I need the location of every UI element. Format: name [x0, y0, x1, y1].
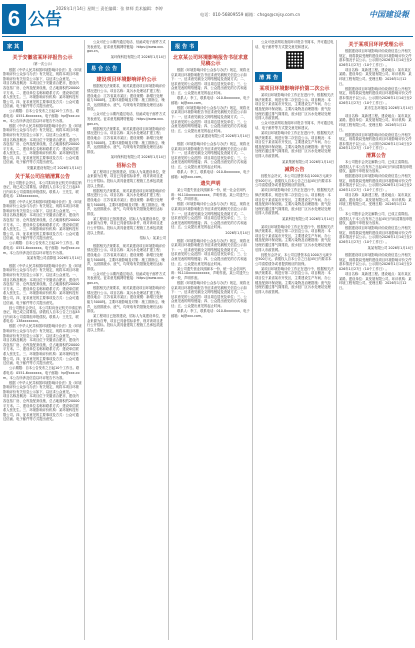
announcement-title: 关于安徽省某环评报告公示	[12, 55, 73, 61]
announcement-signature: 某市生态环境局 2026年1月14日	[364, 106, 413, 111]
announcement-body: 某项目环境影响评价工作正在进行中，根据相关法律法规要求，现进行第二次信息公示。项目概况：本项目位于某省某市开发区，主要建设生产车间、办公楼及配套环保设施。主要污染物及治理措施：废气经处理后通过排气筒排放，废水经厂区污水处理站处理后排入市政管网。	[255, 188, 334, 216]
announcement-body: 项目名称：某新建工程。建设地点：某市某区某路。建设单位：某发展有限公司。环评机构：某环境工程有限公司。受理日期：2026年1月12日。	[339, 272, 412, 290]
announcement-body: 根据相关法规要求，现对某建设项目环境影响评价情况进行公示。项目名称：某污水处理站扩建工程；建设地点：江苏省某市某区；建设规模：新增日处理能力5000吨。主要环境影响及对策：施工期扬尘、噪声，运营期废水、废气，均采取有效措施处理后达标排放。	[87, 84, 166, 112]
announcement-body: 根据《环境影响评价公众参与办法》规定，现将北京某项目环境影响报告书征求意见稿相关信息公示如下：一、征求意见稿全文网络链接及查阅方式；二、征求意见的公众范围：项目周边居民及单位；三、公众意见表的网络链接；四、公众提出意见的方式和途径；五、公众提出意见的起止时间。	[171, 105, 250, 133]
masthead	[0, 0, 415, 38]
announcement-title: 清算公告	[365, 152, 386, 159]
announcement-body: 根据建设项目环境影响评价政府信息公开相关规定，现将我局受理的建设项目环境影响评价文件基本情况予以公示。公示期为2026年1月14日至2026年1月27日（10个工作日）。	[339, 49, 412, 67]
column-5	[339, 40, 413, 291]
announcement-body: 联系人：李工，联系电话：010-8xxxxxxx，电子邮箱：bj@xxx.com。	[171, 309, 250, 318]
announcement-body: 经股东会决议，本公司注册资本由1000万元减少至500万元。请债权人自本公告之日起45日内要求本公司清偿债务或者提供相应的担保。	[255, 174, 333, 188]
announcement-body: 根据《中华人民共和国环境影响评价法》及《环境影响评价公众参与办法》有关规定，现将本项目环境影响评价有关信息公示如下，以征求公众意见。一、项目名称及概况：本项目位于安徽省合肥市，建设内容包括厂房、仓库及配套设施，总占地面积约20000平方米。二、建设单位名称和联系方式：建设单位联系人张先生。三、环境影响评价机构：某环境科技有限公司。四、征求意见的主要事项及方式：公众可通过信函、电子邮件等方式提出意见。	[3, 263, 82, 305]
announcement-body: 某工程项目已批准建设，招标人为某建设单位，资金来源为自筹，项目已具备招标条件，现对该项目进行公开招标。投标人须具备建筑工程施工总承包贰级及以上资质。	[87, 314, 166, 332]
announcement-body: 公众可在公示期内通过电话、信函或电子邮件方式发表意见。征求意见稿网络链接：https://www.xxx.gov.cn。	[87, 271, 166, 286]
announcement-title: 关于某公司注销清算公告	[14, 173, 70, 180]
announcement-signature: 某某集团有限公司 2026年1月14日	[282, 159, 334, 164]
column-divider	[168, 40, 169, 640]
announcement-body: 某公司遗失营业执照副本一份，统一社会信用代码：91110xxxxxxxxxxx，声明作废。某公司遗失公章一枚，声明作废。	[171, 266, 250, 280]
announcement-signature: 某环保科技有限公司 2026年1月14日	[110, 54, 166, 59]
announcement-body: 根据《环境影响评价公众参与办法》规定，现将北京某项目环境影响报告书征求意见稿相关信息公示如下：一、征求意见稿全文网络链接及查阅方式；二、征求意见的公众范围：项目周边居民及单位；三、公众意见表的网络链接；四、公众提出意见的方式和途径；五、公众提出意见的起止时间。	[171, 238, 250, 266]
announcement-title: 建设项目环境影响评价公示	[96, 77, 157, 84]
category-tab: 易 合 公 告	[87, 63, 121, 73]
announcement-signature: 某环保科技有限公司 2026年1月14日	[110, 155, 166, 160]
column-divider	[252, 40, 253, 640]
announcement-body: 本公司股东会决定解散公司，已成立清算组。请债权人于本公告发布之日起45日内向清算组申报债权，逾期不申报视为放弃。	[339, 212, 413, 226]
announcement-signature: 招标人：某某公司	[139, 236, 166, 241]
newspaper-brand: 中国建设報	[369, 9, 409, 19]
announcement-subtitle: （第一次公示）	[30, 62, 55, 66]
category-tab: 清 算 告	[255, 72, 282, 82]
column-1	[3, 40, 82, 422]
announcement-body: 公众可在公示期内通过电话、信函或电子邮件方式发表意见。征求意见稿网络链接：https://www.xxx.gov.cn。	[87, 40, 166, 54]
announcement-title: 遗失声明	[200, 181, 221, 188]
announcement-body: 某工程项目已批准建设，招标人为某建设单位，资金来源为自筹，项目已具备招标条件，现对该项目进行公开招标。投标人须具备建筑工程施工总承包贰级及以上资质。	[87, 216, 166, 235]
announcement-body: 公示期限：自本公告发布之日起10个工作日。联系电话：0551-6xxxxxxx。电子邮箱：hp@xxx.com。本公告所涉及信息以环评报告书为准。	[3, 366, 80, 380]
announcement-title: 招标公告	[116, 162, 137, 169]
announcement-body: 公众可登录网站查阅环评报告书简本，并可通过电话、电子邮件等方式提交意见和建议。	[255, 121, 334, 130]
announcement-body: 根据建设项目环境影响评价政府信息公开相关规定，现将我局受理的建设项目环境影响评价文件基本情况予以公示。公示期为2026年1月14日至2026年1月27日（10个工作日）。	[339, 132, 412, 151]
column-divider	[84, 40, 85, 640]
announcement-signature: 2026年1月14日	[225, 231, 250, 235]
announcement-body: 某工程项目已批准建设，招标人为某建设单位，资金来源为自筹，项目已具备招标条件，现对该项目进行公开招标。投标人须具备建筑工程施工总承包贰级及以上资质。	[87, 169, 166, 188]
announcement-body: 公众可在公示期内通过电话、信函或电子邮件方式发表意见。征求意见稿网络链接：https://www.xxx.gov.cn。	[87, 112, 166, 126]
announcement-signature: 某某有限公司 2026年1月14日	[367, 245, 413, 250]
announcement-body: 根据建设项目环境影响评价政府信息公开相关规定，现将我局受理的建设项目环境影响评价文件基本情况予以公示。公示期为2026年1月14日至2026年1月27日（10个工作日）。	[339, 226, 412, 245]
announcement-body: 经公司股东会决议，本公司拟向登记机关申请注销登记，现已成立清算组。请债权人自本公告之日起45日内向本公司清算组申报债权。联系人：王先生，联系电话：138xxxxxxxx。	[3, 180, 82, 199]
announcement-body: 项目名称：某新建工程。建设地点：某市某区某路。建设单位：某发展有限公司。环评机构：某环境工程有限公司。受理日期：2026年1月12日。	[339, 193, 412, 211]
announcement-body: 经股东会决议，本公司注册资本由1000万元减少至500万元。请债权人自本公告之日起45日内要求本公司清偿债务或者提供相应的担保。	[255, 252, 333, 266]
announcement-signature: 北京某建设有限公司 2026年1月14日	[194, 134, 250, 139]
announcement-body: 根据《环境影响评价公众参与办法》规定，现将北京某项目环境影响报告书征求意见稿相关信息公示如下：一、征求意见稿全文网络链接及查阅方式；二、征求意见的公众范围：项目周边居民及单位；三、公众意见表的网络链接；四、公众提出意见的方式和途径；五、公众提出意见的起止时间。	[171, 202, 250, 230]
announcement-body: 根据《环境影响评价公众参与办法》规定，现将北京某项目环境影响报告书征求意见稿相关信息公示如下：一、征求意见稿全文网络链接及查阅方式；二、征求意见的公众范围：项目周边居民及单位；三、公众意见表的网络链接；四、公众提出意见的方式和途径；五、公众提出意见的起止时间。	[171, 280, 250, 308]
announcement-body: 项目名称：某新建工程。建设地点：某市某区某路。建设单位：某发展有限公司。环评机构：某环境工程有限公司。受理日期：2026年1月12日。	[339, 113, 412, 132]
announcement-body: 经公司股东会决议，本公司拟向登记机关申请注销登记，现已成立清算组。请债权人自本公告之日起45日内向本公司清算组申报债权。联系人：王先生，联系电话：138xxxxxxxx。	[3, 305, 82, 324]
announcement-body: 根据《中华人民共和国环境影响评价法》及《环境影响评价公众参与办法》有关规定，现将本项目环境影响评价有关信息公示如下，以征求公众意见。一、项目名称及概况：本项目位于安徽省合肥市，建设内容包括厂房、仓库及配套设施，总占地面积约20000平方米。二、建设单位名称和联系方式：建设单位联系人张先生。三、环境影响评价机构：某环境科技有限公司。四、征求意见的主要事项及方式：公众可通过信函、电子邮件等方式提出意见。	[3, 123, 82, 165]
announcement-body: 根据《环境影响评价公众参与办法》规定，现将北京某项目环境影响报告书征求意见稿相关信息公示如下：一、征求意见稿全文网络链接及查阅方式；二、征求意见的公众范围：项目周边居民及单位；三、公众意见表的网络链接；四、公众提出意见的方式和途径；五、公众提出意见的起止时间。	[171, 68, 250, 95]
announcement-body: 根据相关法规要求，现对某建设项目环境影响评价情况进行公示。项目名称：某污水处理站扩建工程；建设地点：江苏省某市某区；建设规模：新增日处理能力5000吨。主要环境影响及对策：施工期扬尘、噪声，运营期废水、废气，均采取有效措施处理后达标排放。	[87, 243, 166, 271]
announcement-signature: 安徽某建设有限公司 2026年1月14日	[26, 166, 82, 171]
announcement-body: 根据《中华人民共和国环境影响评价法》及《环境影响评价公众参与办法》有关规定，现将本项目环境影响评价有关信息公示如下，以征求公众意见。一、项目名称及概况：本项目位于安徽省合肥市，建设内容包括厂房、仓库及配套设施，总占地面积约20000平方米。二、建设单位名称和联系方式：建设单位联系人张先生。三、环境影响评价机构：某环境科技有限公司。四、征求意见的主要事项及方式：公众可通过信函、电子邮件等方式提出意见。	[3, 67, 82, 109]
announcement-body: 根据《中华人民共和国环境影响评价法》及《环境影响评价公众参与办法》有关规定，现将本项目环境影响评价有关信息公示如下，以征求公众意见。一、项目名称及概况：本项目位于安徽省合肥市，建设内容包括厂房、仓库及配套设施，总占地面积约20000平方米。二、建设单位名称和联系方式：建设单位联系人张先生。三、环境影响评价机构：某环境科技有限公司。四、征求意见的主要事项及方式：公众可通过信函、电子邮件等方式提出意见。	[3, 199, 82, 241]
announcement-title: 减资公告	[284, 167, 305, 174]
announcement-body: 根据建设项目环境影响评价政府信息公开相关规定，现将我局受理的建设项目环境影响评价文件基本情况予以公示。公示期为2026年1月14日至2026年1月27日（10个工作日）。	[339, 86, 412, 105]
announcement-body: 某项目环境影响评价工作正在进行中，根据相关法律法规要求，现进行第二次信息公示。项目概况：本项目位于某省某市开发区，主要建设生产车间、办公楼及配套环保设施。主要污染物及治理措施：废气经处理后通过排气筒排放，废水经厂区污水处理站处理后排入市政管网。	[255, 266, 334, 294]
announcement-body: 项目名称：某新建工程。建设地点：某市某区某路。建设单位：某发展有限公司。环评机构：某环境工程有限公司。受理日期：2026年1月12日。	[339, 67, 412, 86]
announcement-body: 根据《中华人民共和国环境影响评价法》及《环境影响评价公众参与办法》有关规定，现将本项目环境影响评价有关信息公示如下，以征求公众意见。一、项目名称及概况：本项目位于安徽省合肥市，建设内容包括厂房、仓库及配套设施，总占地面积约20000平方米。二、建设单位名称和联系方式：建设单位联系人张先生。三、环境影响评价机构：某环境科技有限公司。四、征求意见的主要事项及方式：公众可通过信函、电子邮件等方式提出意见。	[3, 324, 82, 366]
announcement-body: 某项目环境影响评价工作正在进行中，根据相关法律法规要求，现进行第二次信息公示。项目概况：本项目位于某省某市开发区，主要建设生产车间、办公楼及配套环保设施。主要污染物及治理措施：废气经处理后通过排气筒排放，废水经厂区污水处理站处理后排入市政管网。	[255, 130, 334, 158]
announcement-body: 根据建设项目环境影响评价政府信息公开相关规定，现将我局受理的建设项目环境影响评价文件基本情况予以公示。公示期为2026年1月14日至2026年1月27日（10个工作日）。	[339, 174, 412, 193]
column-4	[255, 40, 334, 295]
announcement-body: 根据《中华人民共和国环境影响评价法》及《环境影响评价公众参与办法》有关规定，现将本项目环境影响评价有关信息公示如下，以征求公众意见。一、项目名称及概况：本项目位于安徽省合肥市，建设内容包括厂房、仓库及配套设施，总占地面积约20000平方米。二、建设单位名称和联系方式：建设单位联系人张先生。三、环境影响评价机构：某环境科技有限公司。四、征求意见的主要事项及方式：公众可通过信函、电子邮件等方式提出意见。	[3, 380, 82, 422]
announcement-body: 根据《环境影响评价公众参与办法》规定，现将北京某项目环境影响报告书征求意见稿相关信息公示如下：一、征求意见稿全文网络链接及查阅方式；二、征求意见的公众范围：项目周边居民及单位；三、公众意见表的网络链接；四、公众提出意见的方式和途径；五、公众提出意见的起止时间。	[171, 141, 250, 169]
page-number: 6	[2, 4, 26, 34]
column-2	[87, 40, 166, 333]
category-tab: 报 告 书	[171, 41, 198, 51]
qr-code	[286, 51, 304, 69]
announcement-signature: 某某科技有限公司 2026年1月14日	[282, 216, 334, 221]
column-divider	[336, 40, 337, 640]
announcement-body: 公众可登录网站查阅环评报告书简本，并可通过电话、电子邮件等方式提交意见和建议。	[255, 40, 334, 49]
column-3	[171, 40, 250, 319]
announcement-body: 某项目环境影响评价工作正在进行中，根据相关法律法规要求，现进行第二次信息公示。项目概况：本项目位于某省某市开发区，主要建设生产车间、办公楼及配套环保设施。主要污染物及治理措施：废气经处理后通过排气筒排放，废水经厂区污水处理站处理后排入市政管网。	[255, 224, 334, 252]
announcement-body: 根据建设项目环境影响评价政府信息公开相关规定，现将我局受理的建设项目环境影响评价文件基本情况予以公示。公示期为2026年1月14日至2026年1月27日（10个工作日）。	[339, 253, 412, 272]
announcement-body: 公示期限：自本公告发布之日起10个工作日。联系电话：0551-6xxxxxxx。电子邮箱：hp@xxx.com。本公告所涉及信息以环评报告书为准。	[3, 241, 80, 255]
announcement-body: 联系人：李工，联系电话：010-8xxxxxxx，电子邮箱：bj@xxx.com。	[171, 169, 250, 179]
header-rule	[2, 36, 413, 37]
announcement-body: 根据相关法规要求，现对某建设项目环境影响评价情况进行公示。项目名称：某污水处理站扩建工程；建设地点：江苏省某市某区；建设规模：新增日处理能力5000吨。主要环境影响及对策：施工期扬尘、噪声，运营期废水、废气，均采取有效措施处理后达标排放。	[87, 188, 166, 216]
announcement-body: 根据相关法规要求，现对某建设项目环境影响评价情况进行公示。项目名称：某污水处理站扩建工程；建设地点：江苏省某市某区；建设规模：新增日处理能力5000吨。主要环境影响及对策：施工期扬尘、噪声，运营期废水、废气，均采取有效措施处理后达标排放。	[87, 126, 166, 154]
announcement-title: 某项目环境影响评价第二次公示	[259, 86, 330, 93]
announcement-body: 联系人：李工，联系电话：010-8xxxxxxx，电子邮箱：bj@xxx.com。	[171, 96, 250, 105]
dateline: 2026年1月14日 星期三 责任编辑：张 律师 美术编辑：李婷	[56, 6, 163, 11]
announcement-body: 本公司股东会决定解散公司，已成立清算组。请债权人于本公告发布之日起45日内向清算组申报债权，逾期不申报视为放弃。	[339, 159, 413, 174]
announcement-body: 某项目环境影响评价工作正在进行中，根据相关法律法规要求，现进行第二次信息公示。项目概况：本项目位于某省某市开发区，主要建设生产车间、办公楼及配套环保设施。主要污染物及治理措施：废气经处理后通过排气筒排放，废水经厂区污水处理站处理后排入市政管网。	[255, 93, 334, 121]
announcement-title: 北京某公司环境影响报告书征求意见稿公示	[172, 55, 248, 67]
category-tab: 家 其	[3, 41, 23, 51]
announcement-body: 公示期限：自本公告发布之日起10个工作日。联系电话：0551-6xxxxxxx。电子邮箱：hp@xxx.com。本公告所涉及信息以环评报告书为准。	[3, 109, 80, 123]
announcement-signature: 某某有限公司清算组 2026年1月14日	[26, 256, 82, 261]
contact-info: 电话：010-56809559 邮箱：chsgs@cnjsy.com.cn	[200, 12, 301, 17]
section-title: 公告	[28, 10, 62, 30]
announcement-title: 关于某项目环评受理公示	[348, 42, 404, 48]
announcement-body: 根据相关法规要求，现对某建设项目环境影响评价情况进行公示。项目名称：某污水处理站扩建工程；建设地点：江苏省某市某区；建设规模：新增日处理能力5000吨。主要环境影响及对策：施工期扬尘、噪声，运营期废水、废气，均采取有效措施处理后达标排放。	[87, 286, 166, 314]
announcement-body: 某公司遗失营业执照副本一份，统一社会信用代码：91110xxxxxxxxxxx，声明作废。某公司遗失公章一枚，声明作废。	[171, 188, 250, 202]
